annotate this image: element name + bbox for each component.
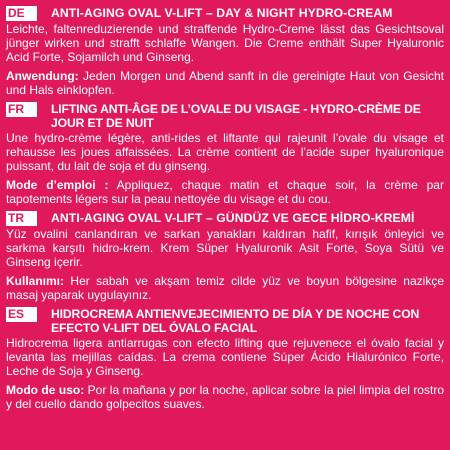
usage-tr xyxy=(6,274,444,302)
section-header xyxy=(6,6,444,21)
section-title-de: ANTI-AGING OVAL V-LIFT – DAY & NIGHT HYDRO-CREAM xyxy=(51,6,393,20)
section-de xyxy=(6,6,444,97)
description-tr: Yüz ovalini canlandıran ve sarkan yanakları kaldıran hafif, kırışık önleyici ve sarkma karşıtı hidro-krem. Krem Süper Hyaluronik Asit Forte, Soya Sütü ve Ginseng içerir. xyxy=(6,227,444,270)
section-header xyxy=(6,211,444,226)
section-title-fr: LIFTING ANTI-ÂGE DE L’OVALE DU VISAGE - HYDRO-CRÈME DE JOUR ET DE NUIT xyxy=(51,102,421,131)
section-es xyxy=(6,307,444,411)
usage-label-tr: Kullanımı: xyxy=(6,273,65,288)
usage-text-es: Por la mañana y por la noche, aplicar sobre la piel limpia del rostro y del cuello dando golpecitos suaves. xyxy=(6,382,444,411)
description-es: Hidrocrema ligera antiarrugas con efecto lifting que rejuvenece el óvalo facial y levanta las mejillas caídas. La crema contiene Súper Ácido Hialurónico Forte, Leche de Soja y Ginseng. xyxy=(6,336,444,379)
usage-de xyxy=(6,69,444,97)
usage-text-de: Jeden Morgen und Abend sanft in die gereinigte Haut von Gesicht und Hals einklopfen. xyxy=(6,68,444,97)
description-fr: Une hydro-crème légère, anti-rides et liftante qui rajeunit l’ovale du visage et rehausse les joues affaissées. La crème contient de l’acide super hyaluronique puissant, du lait de soja et du ginseng. xyxy=(6,131,444,174)
usage-es xyxy=(6,383,444,411)
description-de: Leichte, faltenreduzierende und straffende Hydro-Creme lässt das Gesichtsoval jünger wirken und strafft schlaffe Wangen. Die Creme enthält Super Hyaluronic Acid Forte, Sojamilch und Ginseng. xyxy=(6,22,444,65)
section-title-es: HIDROCREMA ANTIENVEJECIMIENTO DE DÍA Y DE NOCHE CON EFECTO V-LIFT DEL ÓVALO FACIAL xyxy=(51,307,420,336)
usage-label-es: Modo de uso: xyxy=(6,382,85,397)
usage-label-fr: Mode d’emploi : xyxy=(6,177,109,192)
usage-label-de: Anwendung: xyxy=(6,68,79,83)
section-title-tr: ANTI-AGING OVAL V-LIFT – GÜNDÜZ VE GECE HİDRO-KREMİ xyxy=(51,211,415,226)
usage-text-fr: Appliquez, chaque matin et chaque soir, la crème par tapotements légers sur la peau nettoyée du visage et du cou. xyxy=(6,177,444,206)
language-badge-fr: FR xyxy=(6,102,37,117)
language-badge-de: DE xyxy=(6,6,37,21)
section-header xyxy=(6,102,444,130)
usage-fr xyxy=(6,178,444,206)
section-tr xyxy=(6,211,444,302)
language-badge-tr: TR xyxy=(6,211,37,226)
usage-text-tr: Her sabah ve akşam temiz cilde yüz ve boyun bölgesine nazikçe masaj yaparak uygulayınız. xyxy=(6,273,444,302)
section-header xyxy=(6,307,444,335)
section-fr xyxy=(6,102,444,206)
language-badge-es: ES xyxy=(6,307,37,322)
